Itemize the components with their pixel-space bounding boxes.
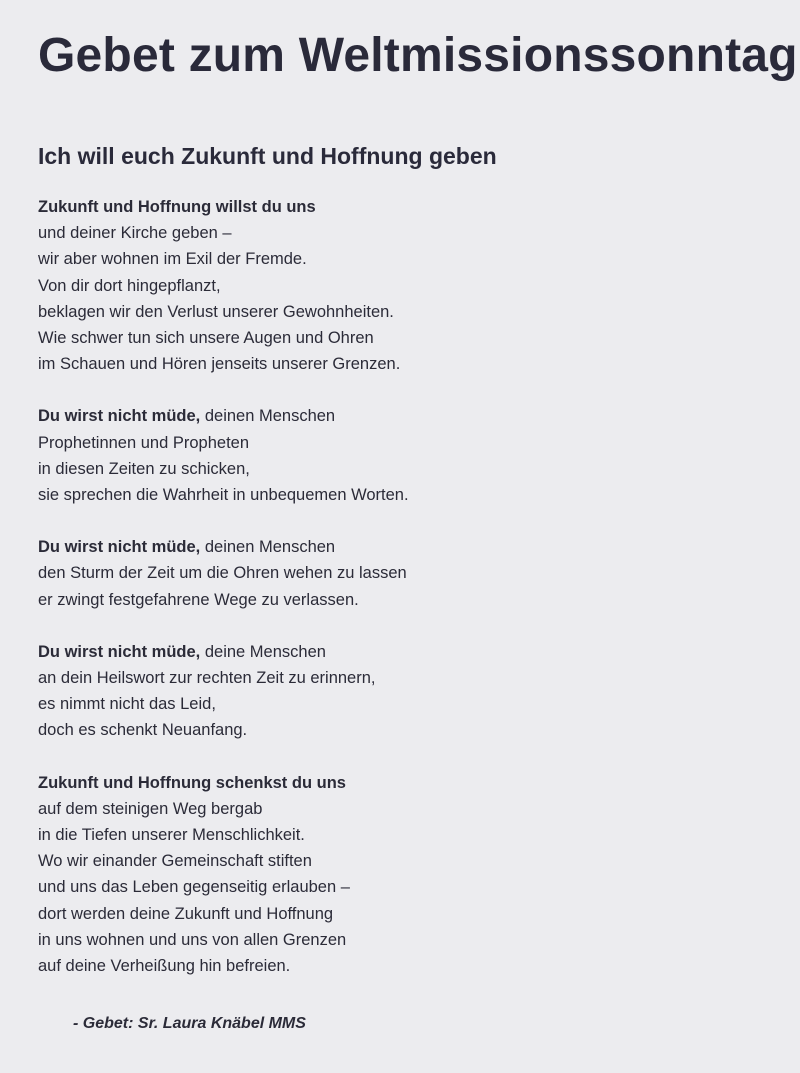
stanza-4	[38, 639, 778, 744]
stanza-5-line-4: Wo wir einander Gemeinschaft stiften	[38, 852, 312, 871]
stanza-1-line-1: Zukunft und Hoffnung willst du uns	[38, 198, 316, 216]
stanza-1	[38, 194, 778, 377]
stanza-3-lead: Du wirst nicht müde,	[38, 538, 201, 557]
prayer-text	[38, 194, 778, 1005]
stanza-2-lead: Du wirst nicht müde,	[38, 407, 201, 426]
stanza-2-line-1-rest: deinen Menschen	[200, 407, 336, 426]
stanza-4-line-2: an dein Heilswort zur rechten Zeit zu erinnern,	[38, 669, 376, 688]
stanza-2	[38, 403, 778, 508]
page-subtitle: Ich will euch Zukunft und Hoffnung geben	[38, 143, 497, 169]
stanza-5-line-7: in uns wohnen und uns von allen Grenzen	[38, 930, 347, 949]
stanza-2-line-4: sie sprechen die Wahrheit in unbequemen Worten.	[38, 486, 409, 505]
stanza-3-line-2: den Sturm der Zeit um die Ohren wehen zu lassen	[38, 564, 407, 583]
stanza-4-lead: Du wirst nicht müde,	[38, 642, 201, 661]
stanza-3-line-1-rest: deinen Menschen	[200, 538, 336, 557]
stanza-5-line-5: und uns das Leben gegenseitig erlauben –	[38, 878, 350, 897]
stanza-5-line-1: Zukunft und Hoffnung schenkst du uns	[38, 773, 346, 792]
stanza-3-line-1	[38, 534, 778, 560]
stanza-5-line-6: dort werden deine Zukunft und Hoffnung	[38, 904, 334, 923]
page-title: Gebet zum Weltmissionssonntag	[38, 29, 798, 82]
stanza-4-line-4: doch es schenkt Neuanfang.	[38, 721, 248, 740]
stanza-2-line-1	[38, 403, 778, 429]
stanza-5	[38, 770, 778, 980]
stanza-3-line-3: er zwingt festgefahrene Wege zu verlassen.	[38, 590, 359, 609]
stanza-4-line-1-rest: deine Menschen	[200, 642, 326, 661]
stanza-1-line-3: wir aber wohnen im Exil der Fremde.	[38, 250, 307, 269]
stanza-1-line-6: Wie schwer tun sich unsere Augen und Ohren	[38, 329, 374, 348]
stanza-2-line-2: Prophetinnen und Propheten	[38, 433, 250, 452]
stanza-3	[38, 534, 778, 613]
stanza-5-line-3: in die Tiefen unserer Menschlichkeit.	[38, 826, 305, 845]
stanza-2-line-3: in diesen Zeiten zu schicken,	[38, 459, 250, 478]
stanza-5-line-2: auf dem steinigen Weg bergab	[38, 799, 263, 818]
stanza-1-line-5: beklagen wir den Verlust unserer Gewohnheiten.	[38, 302, 394, 321]
author-signature: - Gebet: Sr. Laura Knäbel MMS	[73, 1015, 306, 1032]
stanza-5-line-8: auf deine Verheißung hin befreien.	[38, 957, 291, 976]
stanza-1-line-7: im Schauen und Hören jenseits unserer Grenzen.	[38, 355, 401, 374]
stanza-4-line-3: es nimmt nicht das Leid,	[38, 695, 216, 714]
stanza-1-line-4: Von dir dort hingepflanzt,	[38, 276, 221, 295]
stanza-1-line-2: und deiner Kirche geben –	[38, 224, 232, 243]
stanza-4-line-1	[38, 639, 778, 665]
